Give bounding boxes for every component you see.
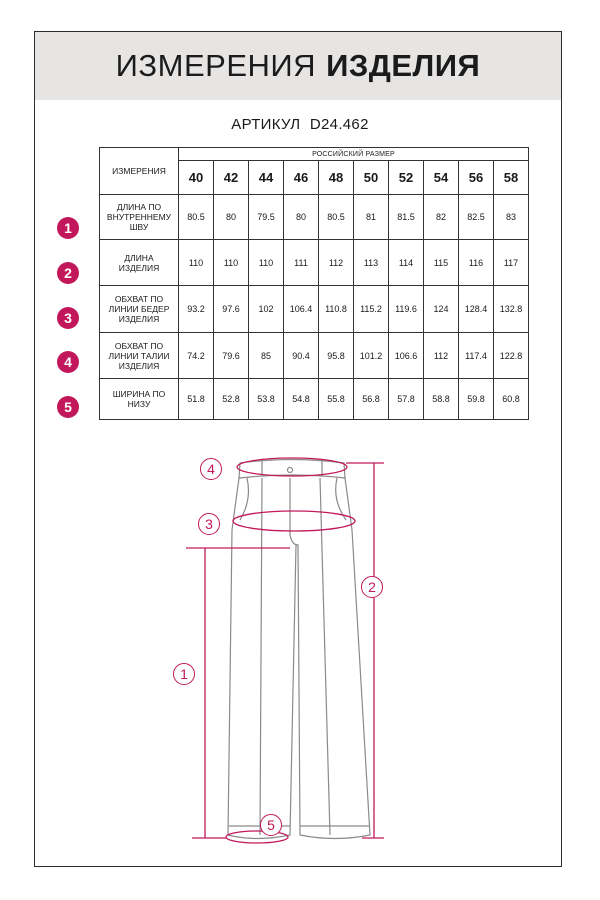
- size-header: 52: [389, 161, 424, 195]
- table-cell: 80.5: [179, 195, 214, 240]
- table-cell: 113: [354, 240, 389, 286]
- table-cell: 55.8: [319, 379, 354, 420]
- table-cell: 53.8: [249, 379, 284, 420]
- row-badge-5: 5: [57, 396, 79, 418]
- table-cell: 114: [389, 240, 424, 286]
- table-cell: 122.8: [494, 333, 529, 379]
- table-cell: 74.2: [179, 333, 214, 379]
- size-header: 54: [424, 161, 459, 195]
- table-cell: 79.5: [249, 195, 284, 240]
- table-cell: 83: [494, 195, 529, 240]
- table-cell: 106.4: [284, 286, 319, 333]
- article-label: АРТИКУЛ: [231, 116, 301, 133]
- size-header: 50: [354, 161, 389, 195]
- table-cell: 79.6: [214, 333, 249, 379]
- table-cell: 58.8: [424, 379, 459, 420]
- row-label: ОБХВАТ ПО ЛИНИИ ТАЛИИ ИЗДЕЛИЯ: [100, 333, 179, 379]
- diagram-badge-5: 5: [260, 814, 282, 836]
- hip-ellipse: [233, 511, 355, 531]
- table-cell: 119.6: [389, 286, 424, 333]
- row-label: ОБХВАТ ПО ЛИНИИ БЕДЕР ИЗДЕЛИЯ: [100, 286, 179, 333]
- diagram-badge-4: 4: [200, 458, 222, 480]
- table-cell: 110: [249, 240, 284, 286]
- table-cell: 102: [249, 286, 284, 333]
- table-cell: 81.5: [389, 195, 424, 240]
- table-cell: 124: [424, 286, 459, 333]
- table-cell: 132.8: [494, 286, 529, 333]
- table-cell: 56.8: [354, 379, 389, 420]
- table-cell: 93.2: [179, 286, 214, 333]
- diagram-badge-3: 3: [198, 513, 220, 535]
- table-cell: 51.8: [179, 379, 214, 420]
- size-header: 56: [459, 161, 494, 195]
- table-cell: 116: [459, 240, 494, 286]
- size-header: 46: [284, 161, 319, 195]
- table-cell: 80: [284, 195, 319, 240]
- table-cell: 82: [424, 195, 459, 240]
- table-cell: 81: [354, 195, 389, 240]
- row-label: ДЛИНА ИЗДЕЛИЯ: [100, 240, 179, 286]
- table-cell: 111: [284, 240, 319, 286]
- table-cell: 117: [494, 240, 529, 286]
- row-badge-3: 3: [57, 307, 79, 329]
- table-cell: 90.4: [284, 333, 319, 379]
- table-cell: 82.5: [459, 195, 494, 240]
- table-cell: 80: [214, 195, 249, 240]
- waist-ellipse: [237, 458, 347, 476]
- title-light: ИЗМЕРЕНИЯ: [115, 48, 317, 83]
- table-cell: 117.4: [459, 333, 494, 379]
- row-badge-1: 1: [57, 217, 79, 239]
- row-label: ДЛИНА ПО ВНУТРЕННЕМУ ШВУ: [100, 195, 179, 240]
- table-cell: 110: [214, 240, 249, 286]
- size-header: 58: [494, 161, 529, 195]
- table-cell: 60.8: [494, 379, 529, 420]
- table-cell: 59.8: [459, 379, 494, 420]
- table-cell: 110.8: [319, 286, 354, 333]
- size-header: 40: [179, 161, 214, 195]
- table-cell: 54.8: [284, 379, 319, 420]
- title-bold: ИЗДЕЛИЯ: [326, 48, 481, 83]
- size-group-label: РОССИЙСКИЙ РАЗМЕР: [179, 148, 529, 161]
- table-cell: 57.8: [389, 379, 424, 420]
- table-cell: 97.6: [214, 286, 249, 333]
- table-cell: 128.4: [459, 286, 494, 333]
- table-cell: 95.8: [319, 333, 354, 379]
- size-header: 48: [319, 161, 354, 195]
- corner-label: ИЗМЕРЕНИЯ: [100, 148, 179, 195]
- table-cell: 115: [424, 240, 459, 286]
- table-cell: 106.6: [389, 333, 424, 379]
- row-badge-2: 2: [57, 262, 79, 284]
- row-badge-4: 4: [57, 351, 79, 373]
- table-cell: 101.2: [354, 333, 389, 379]
- diagram-badge-1: 1: [173, 663, 195, 685]
- size-header: 42: [214, 161, 249, 195]
- table-cell: 112: [424, 333, 459, 379]
- table-cell: 115.2: [354, 286, 389, 333]
- size-header: 44: [249, 161, 284, 195]
- diagram-badge-2: 2: [361, 576, 383, 598]
- table-cell: 52.8: [214, 379, 249, 420]
- row-label: ШИРИНА ПО НИЗУ: [100, 379, 179, 420]
- table-cell: 112: [319, 240, 354, 286]
- table-cell: 85: [249, 333, 284, 379]
- article-code: D24.462: [309, 116, 369, 133]
- table-cell: 110: [179, 240, 214, 286]
- table-cell: 80.5: [319, 195, 354, 240]
